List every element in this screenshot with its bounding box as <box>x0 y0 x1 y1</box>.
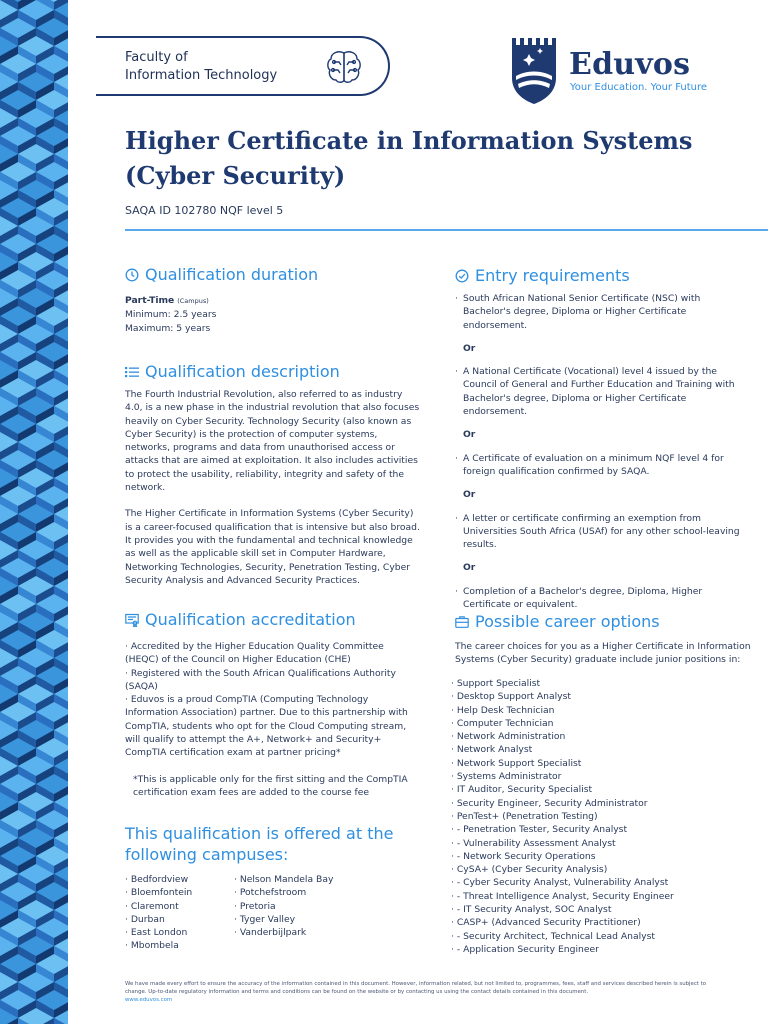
duration-details <box>125 294 415 335</box>
duration-maximum: Maximum: 5 years <box>125 322 211 334</box>
campus-list-right <box>234 873 364 939</box>
campus-item: · Pretoria <box>234 900 276 912</box>
faculty-name: Faculty of Information Technology <box>125 50 278 83</box>
brand-name: Eduvos <box>569 47 691 82</box>
website-link[interactable]: www.eduvos.com <box>125 997 173 1003</box>
campus-item: · Mbombela <box>125 940 179 952</box>
check-circle-icon <box>455 269 469 283</box>
campus-item: · Tyger Valley <box>234 913 296 925</box>
career-item: · Support Specialist <box>451 678 541 689</box>
career-item: · - Cyber Security Analyst, Vulnerability Analyst <box>451 877 669 889</box>
career-options-list <box>451 677 751 956</box>
career-item: · - Vulnerability Assessment Analyst <box>451 837 616 849</box>
careers-heading: Possible career options <box>455 612 660 631</box>
career-item: · - Penetration Tester, Security Analyst <box>451 824 628 836</box>
campus-item: · Bedfordview <box>125 874 189 885</box>
career-item: · - Network Security Operations <box>451 850 596 862</box>
career-item: · CASP+ (Advanced Security Practitioner) <box>451 917 641 929</box>
career-item: · Systems Administrator <box>451 771 562 783</box>
clock-icon <box>125 268 139 282</box>
career-item: · Network Administration <box>451 731 566 743</box>
career-item: · IT Auditor, Security Specialist <box>451 784 593 796</box>
career-item: · Network Support Specialist <box>451 757 582 769</box>
career-item: · Network Analyst <box>451 744 533 756</box>
saqa-id: SAQA ID 102780 NQF level 5 <box>125 204 284 217</box>
careers-intro: The career choices for you as a Higher Certificate in Information Systems (Cyber Security) graduate include junior positions in: <box>455 641 751 666</box>
description-paragraph: The Higher Certificate in Information Systems (Cyber Security) is a career-focused qualification that is intensive but also broad. It provides you with the fundamental and technical knowledge as well as the applicable skill set in Computer Hardware, Networking Technologies, Security, Penetration Testing, Cyber Security Analysis and Advanced Security Practices. <box>125 508 420 586</box>
description-text <box>125 388 421 587</box>
campus-item: · Bloemfontein <box>125 887 193 899</box>
briefcase-icon <box>455 615 469 629</box>
campus-list-left <box>125 873 225 953</box>
list-icon <box>125 365 139 379</box>
career-item: · Security Engineer, Security Administrator <box>451 797 648 809</box>
list-item: · A National Certificate (Vocational) level 4 issued by the Council of General and Further Education and Training with Bachelor's degree, Diploma or Higher Certificate endorsement. <box>455 366 735 418</box>
accreditation-details <box>125 640 410 799</box>
eduvos-shield-logo <box>509 36 559 106</box>
duration-heading: Qualification duration <box>125 265 318 284</box>
decorative-cube-pattern <box>0 0 68 1024</box>
career-item: · - Application Security Engineer <box>451 943 599 955</box>
or-label: Or <box>463 429 476 441</box>
campuses-heading: This qualification is offered at the following campuses: <box>125 824 394 864</box>
certificate-icon <box>125 613 139 627</box>
career-item: · - Security Architect, Technical Lead Analyst <box>451 930 655 942</box>
or-label: Or <box>463 562 476 574</box>
career-item: · - Threat Intelligence Analyst, Security Engineer <box>451 890 674 902</box>
list-item: · South African National Senior Certificate (NSC) with Bachelor's degree, Diploma or Higher Certificate endorsement. <box>455 293 701 331</box>
page-title: Higher Certificate in Information Systems (Cyber Security) <box>125 126 693 190</box>
list-item: · A letter or certificate confirming an exemption from Universities South Africa (USAf) for any other school-leaving results. <box>455 512 740 551</box>
description-heading: Qualification description <box>125 362 340 381</box>
accreditation-note: *This is applicable only for the first sitting and the CompTIA certification exam fees are added to the course fee <box>133 773 408 798</box>
campus-item: · Claremont <box>125 900 179 912</box>
list-item: · Accredited by the Higher Education Quality Committee (HEQC) of the Council on Higher Education (CHE) <box>125 641 384 666</box>
or-label: Or <box>463 342 476 354</box>
entry-heading: Entry requirements <box>455 266 630 285</box>
description-paragraph: The Fourth Industrial Revolution, also referred to as industry 4.0, is a new phase in the industrial revolution that also focuses heavily on Cyber Security. Technology Security (also known as Cyber Security) is the protection of computer systems, networks, programs and data from unauthorised access or attacks that are aimed at exploitation. It also includes activities to protect the usability, reliability, integrity and safety of the network. <box>125 389 420 494</box>
or-label: Or <box>463 489 476 501</box>
career-item: · Computer Technician <box>451 717 554 729</box>
career-item: · - IT Security Analyst, SOC Analyst <box>451 904 612 916</box>
brand-tagline: Your Education. Your Future <box>570 82 708 93</box>
section-divider <box>125 229 768 231</box>
career-item: · Help Desk Technician <box>451 704 555 716</box>
campus-item: · Nelson Mandela Bay <box>234 874 334 885</box>
list-item: · Registered with the South African Qualifications Authority (SAQA) <box>125 667 396 692</box>
study-mode-note: (Campus) <box>177 297 209 305</box>
duration-minimum: Minimum: 2.5 years <box>125 309 217 321</box>
campus-item: · Durban <box>125 913 165 925</box>
list-item: · A Certificate of evaluation on a minimum NQF level 4 for foreign qualification confirmed by SAQA. <box>455 452 724 477</box>
footer-disclaimer: We have made every effort to ensure the accuracy of the information contained in this document. However, information related, but not limited to, programmes, fees, staff and services described herein is subject to change. Up-to-date regulatory information and terms and conditions can be found on the website or by contacting us using the contact details contained in this document. www.eduvos.com <box>125 980 715 1004</box>
faculty-banner <box>96 36 390 96</box>
entry-requirements-list <box>455 292 745 611</box>
brain-circuit-icon <box>324 48 364 86</box>
career-item: · PenTest+ (Penetration Testing) <box>451 810 598 822</box>
campus-item: · Vanderbijlpark <box>234 927 307 939</box>
study-mode: Part-Time <box>125 295 175 306</box>
accreditation-heading: Qualification accreditation <box>125 610 356 629</box>
list-item: · Eduvos is a proud CompTIA (Computing Technology Information Association) partner. Due to this partnership with CompTIA, students who opt for the Cloud Computing stream, will qualify to attempt the A+, Network+ and Security+ CompTIA certification exam at partner pricing* <box>125 694 408 759</box>
list-item: · Completion of a Bachelor's degree, Diploma, Higher Certificate or equivalent. <box>455 585 703 611</box>
campus-item: · East London <box>125 927 188 939</box>
career-item: · CySA+ (Cyber Security Analysis) <box>451 864 608 876</box>
career-item: · Desktop Support Analyst <box>451 691 572 703</box>
campus-item: · Potchefstroom <box>234 887 307 899</box>
